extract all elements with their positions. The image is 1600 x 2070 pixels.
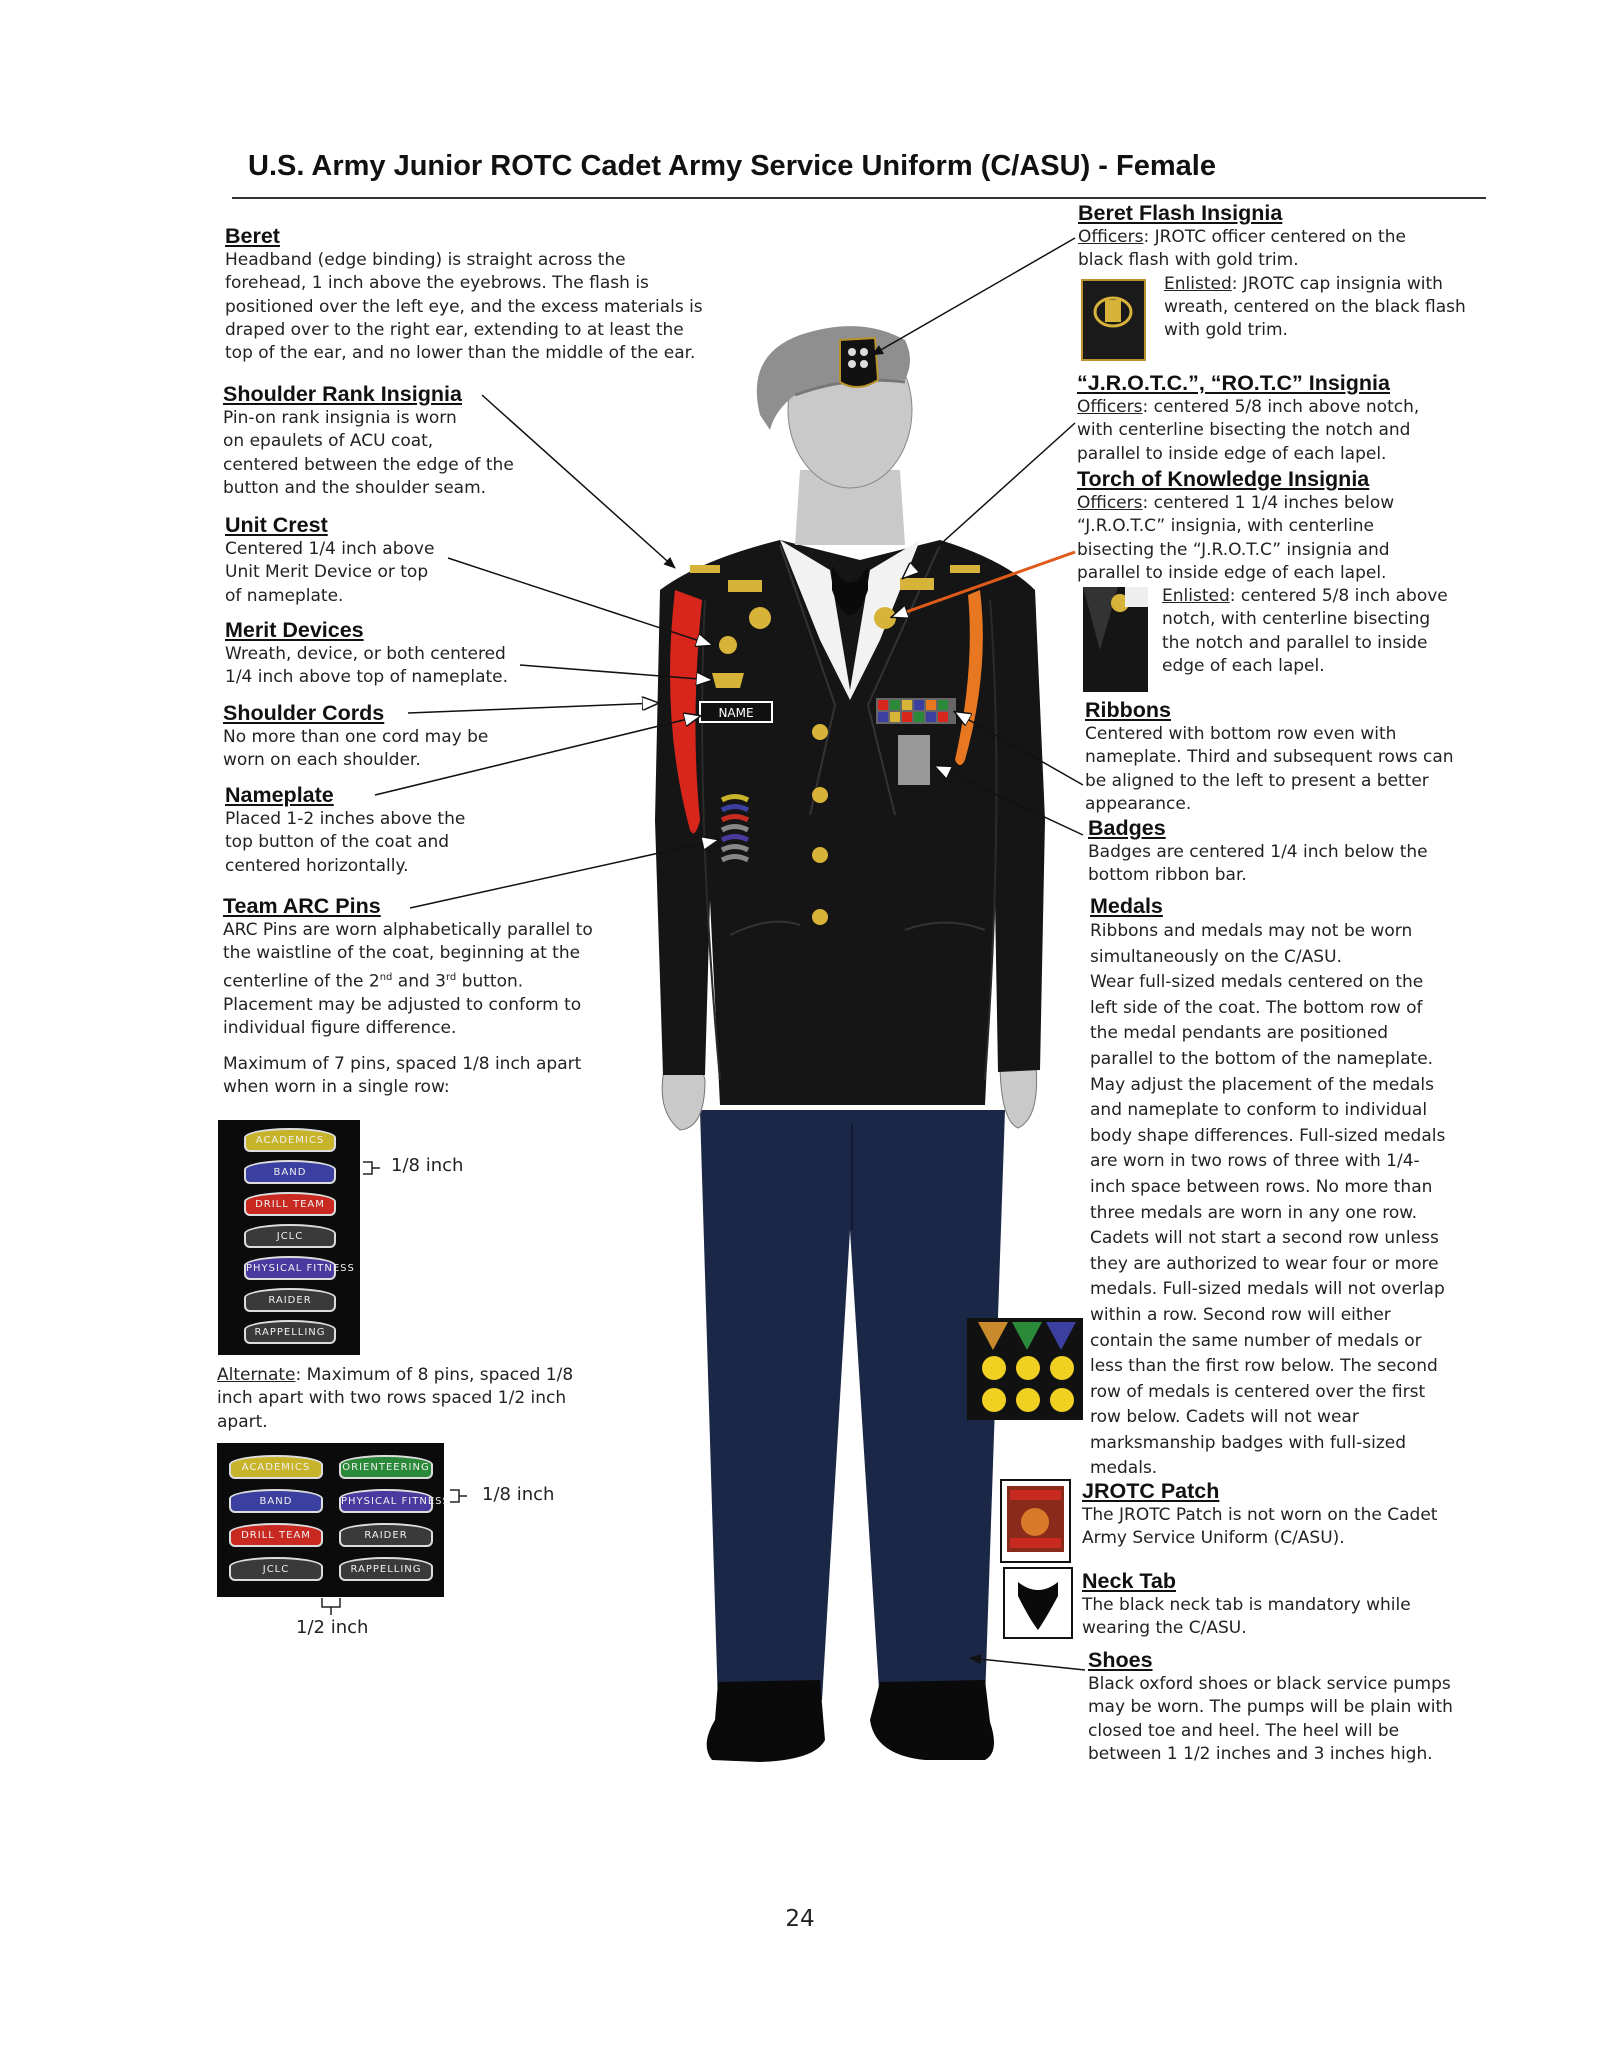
merit-devices-line: 1/4 inch above top of nameplate. [225, 667, 509, 688]
medals-line: are worn in two rows of three with 1/4- [1090, 1151, 1420, 1172]
page-number: 24 [785, 1906, 815, 1932]
arc-pin-tab: BAND [229, 1489, 323, 1513]
beret-line: draped over to the right ear, extending to at least the [225, 319, 684, 340]
merit-devices-section [225, 617, 508, 690]
left-shoe [707, 1680, 825, 1762]
alternate-line: apart. [217, 1411, 268, 1432]
medals-line: within a row. Second row will either [1090, 1304, 1391, 1325]
arc-pin-tab: DRILL TEAM [229, 1523, 323, 1547]
beret-line: Headband (edge binding) is straight across the [225, 250, 626, 270]
shoulder-rank-heading: Shoulder Rank Insignia [223, 382, 462, 406]
medals-line: row of medals is centered over the first [1090, 1381, 1426, 1402]
medals-line: parallel to the bottom of the nameplate. [1090, 1048, 1434, 1069]
arc-pin-tab: JCLC [229, 1557, 323, 1581]
arc-pin-tab: ORIENTEERING [339, 1455, 433, 1479]
beret-line: positioned over the left eye, and the excess materials is [225, 296, 703, 317]
team-arc-line: Placement may be adjusted to conform to [223, 994, 582, 1015]
shoulder-cords-line: No more than one cord may be [223, 727, 489, 747]
shoulder-cords-line: worn on each shoulder. [223, 750, 421, 771]
shoulder-rank-line: on epaulets of ACU coat, [223, 431, 434, 452]
team-arc-max-line: Maximum of 7 pins, spaced 1/8 inch apart [223, 1054, 582, 1075]
badges-heading: Badges [1088, 816, 1166, 840]
medals-section [1090, 893, 1490, 1482]
nameplate-line: Placed 1-2 inches above the [225, 809, 466, 829]
team-arc-line: centerline of the 2nd and 3rd button. [223, 971, 524, 992]
medals-line: Cadets will not start a second row unless [1090, 1228, 1439, 1249]
shoulder-rank-section [223, 381, 514, 500]
team-arc-line: the waistline of the coat, beginning at the [223, 943, 581, 964]
shoulder-rank-line: centered between the edge of the [223, 454, 514, 475]
jrotc-patch-heading: JROTC Patch [1082, 1479, 1220, 1503]
row-spacing-label: 1/2 inch [296, 1617, 369, 1638]
shoulder-cords-heading: Shoulder Cords [223, 701, 385, 725]
nameplate-line: centered horizontally. [225, 855, 409, 876]
unit-crest-section [225, 512, 434, 608]
merit-devices-heading: Merit Devices [225, 618, 364, 642]
arc-pin-tab: RAIDER [244, 1288, 336, 1312]
shoes-section: Shoes Black oxford shoes or black service pumps may be worn. The pumps will be plain with closed toe and heel. The heel will be between 1 1/2 inches and 3 inches high. [1088, 1647, 1508, 1766]
unit-crest-line: of nameplate. [225, 585, 344, 606]
beret-section [225, 223, 703, 365]
single-spacing-label: 1/8 inch [391, 1155, 464, 1176]
jrotc-patch-image [1001, 1480, 1070, 1562]
arc-pin-tab: RAPPELLING [339, 1557, 433, 1581]
jrotc-patch-section: JROTC Patch The JROTC Patch is not worn on the Cadet Army Service Uniform (C/ASU). [1082, 1478, 1482, 1551]
arc-pin-tab: DRILL TEAM [244, 1192, 336, 1216]
neck-tab-heading: Neck Tab [1082, 1569, 1176, 1593]
neck-tab-section: Neck Tab The black neck tab is mandatory while wearing the C/ASU. [1082, 1568, 1482, 1641]
beret-line: top of the ear, and no lower than the middle of the ear. [225, 343, 696, 364]
beret-flash [840, 338, 878, 387]
nameplate-heading: Nameplate [225, 783, 334, 807]
badge [898, 735, 930, 785]
medals-line: marksmanship badges with full-sized [1090, 1432, 1407, 1453]
alternate-section [217, 1364, 573, 1434]
medals-heading: Medals [1090, 894, 1163, 918]
medals-image [967, 1318, 1083, 1420]
beret-flash-heading: Beret Flash Insignia [1078, 201, 1283, 225]
jrotc-insignia-heading: “J.R.O.T.C.”, “RO.T.C” Insignia [1077, 371, 1390, 395]
medals-line: row below. Cadets will not wear [1090, 1407, 1359, 1428]
shoulder-rank-line: Pin-on rank insignia is worn [223, 408, 457, 428]
medals-line: inch space between rows. No more than [1090, 1176, 1433, 1197]
team-arc-section [223, 893, 593, 1100]
arc-pin-tab: PHYSICAL FITNESS [244, 1256, 336, 1280]
alternate-line: inch apart with two rows spaced 1/2 inch [217, 1388, 567, 1409]
medals-line: May adjust the placement of the medals [1090, 1074, 1434, 1095]
arc-pin-tab: RAPPELLING [244, 1320, 336, 1344]
ribbons-heading: Ribbons [1085, 698, 1171, 722]
medals-line: and nameplate to conform to individual [1090, 1100, 1428, 1121]
jrotc-insignia-section: “J.R.O.T.C.”, “RO.T.C” Insignia Officers: centered 5/8 inch above notch, with centerline bisecting the notch and parallel to inside edge of each lapel. [1077, 370, 1477, 466]
shoulder-rank-line: button and the shoulder seam. [223, 477, 487, 498]
arc-pin-tab: ACADEMICS [244, 1128, 336, 1152]
unit-crest-line: Unit Merit Device or top [225, 562, 429, 583]
page-title: U.S. Army Junior ROTC Cadet Army Service Uniform (C/ASU) - Female [248, 150, 1216, 182]
alternate-spacing-label: 1/8 inch [482, 1484, 555, 1505]
arc-pin-tab: ACADEMICS [229, 1455, 323, 1479]
team-arc-line: individual figure difference. [223, 1017, 457, 1038]
single-pin-tabs [218, 1120, 360, 1355]
ribbon-rack [876, 698, 956, 724]
medals-line: medals. [1090, 1458, 1158, 1479]
unit-crest-heading: Unit Crest [225, 513, 328, 537]
medals-line: body shape differences. Full-sized medals [1090, 1125, 1446, 1146]
unit-crest-line: Centered 1/4 inch above [225, 539, 435, 559]
merit-devices-line: Wreath, device, or both centered [225, 644, 506, 664]
team-arc-line: ARC Pins are worn alphabetically parallel to [223, 920, 593, 940]
alternate-line: Alternate: Maximum of 8 pins, spaced 1/8 [217, 1365, 574, 1385]
medals-line: Wear full-sized medals centered on the [1090, 972, 1424, 993]
medals-line: three medals are worn in any one row. [1090, 1202, 1418, 1223]
neck-tab-image [1004, 1568, 1072, 1638]
medals-line: less than the first row below. The second [1090, 1356, 1438, 1377]
arc-pin-tab: JCLC [244, 1224, 336, 1248]
arc-pin-tab: PHYSICAL FITNESS [339, 1489, 433, 1513]
shoes-heading: Shoes [1088, 1648, 1153, 1672]
team-arc-max-line: when worn in a single row: [223, 1077, 450, 1098]
medals-line: they are authorized to wear four or more [1090, 1253, 1439, 1274]
coat [655, 540, 1045, 1105]
beret-heading: Beret [225, 224, 280, 248]
medals-line: simultaneously on the C/ASU. [1090, 946, 1342, 967]
medals-line: contain the same number of medals or [1090, 1330, 1422, 1351]
beret-line: forehead, 1 inch above the eyebrows. The flash is [225, 273, 649, 294]
badges-section: Badges Badges are centered 1/4 inch below the bottom ribbon bar. [1088, 815, 1488, 888]
medals-line: the medal pendants are positioned [1090, 1023, 1389, 1044]
arc-pin-tab: BAND [244, 1160, 336, 1184]
medals-line: medals. Full-sized medals will not overlap [1090, 1279, 1445, 1300]
alternate-pin-tabs [217, 1443, 450, 1597]
arc-pin-tab: RAIDER [339, 1523, 433, 1547]
nameplate-line: top button of the coat and [225, 832, 450, 853]
nameplate-section [225, 782, 465, 878]
nameplate-text: NAME [718, 706, 754, 720]
right-shoe [870, 1680, 994, 1760]
medals-line: left side of the coat. The bottom row of [1090, 997, 1423, 1018]
torch-heading: Torch of Knowledge Insignia [1077, 467, 1370, 491]
beret-flash-section: Beret Flash Insignia Officers: JROTC officer centered on the black flash with gold trim. Enlisted: JROTC cap insignia with wreath, centered on the black flash with gold trim. [1078, 200, 1478, 342]
ribbons-section: Ribbons Centered with bottom row even with nameplate. Third and subsequent rows can be aligned to the left to present a better appearance. [1085, 697, 1485, 816]
shoulder-cords-section [223, 700, 488, 773]
medals-line: Ribbons and medals may not be worn [1090, 921, 1413, 941]
torch-section: Torch of Knowledge Insignia Officers: centered 1 1/4 inches below “J.R.O.T.C” insignia, with centerline bisecting the “J.R.O.T.C” insignia and parallel to inside edge of each lapel. Enlisted: centered 5/8 inch above notch, with centerline bisecting the notch and parallel to inside edge of each lapel. [1077, 466, 1477, 678]
team-arc-heading: Team ARC Pins [223, 894, 381, 918]
